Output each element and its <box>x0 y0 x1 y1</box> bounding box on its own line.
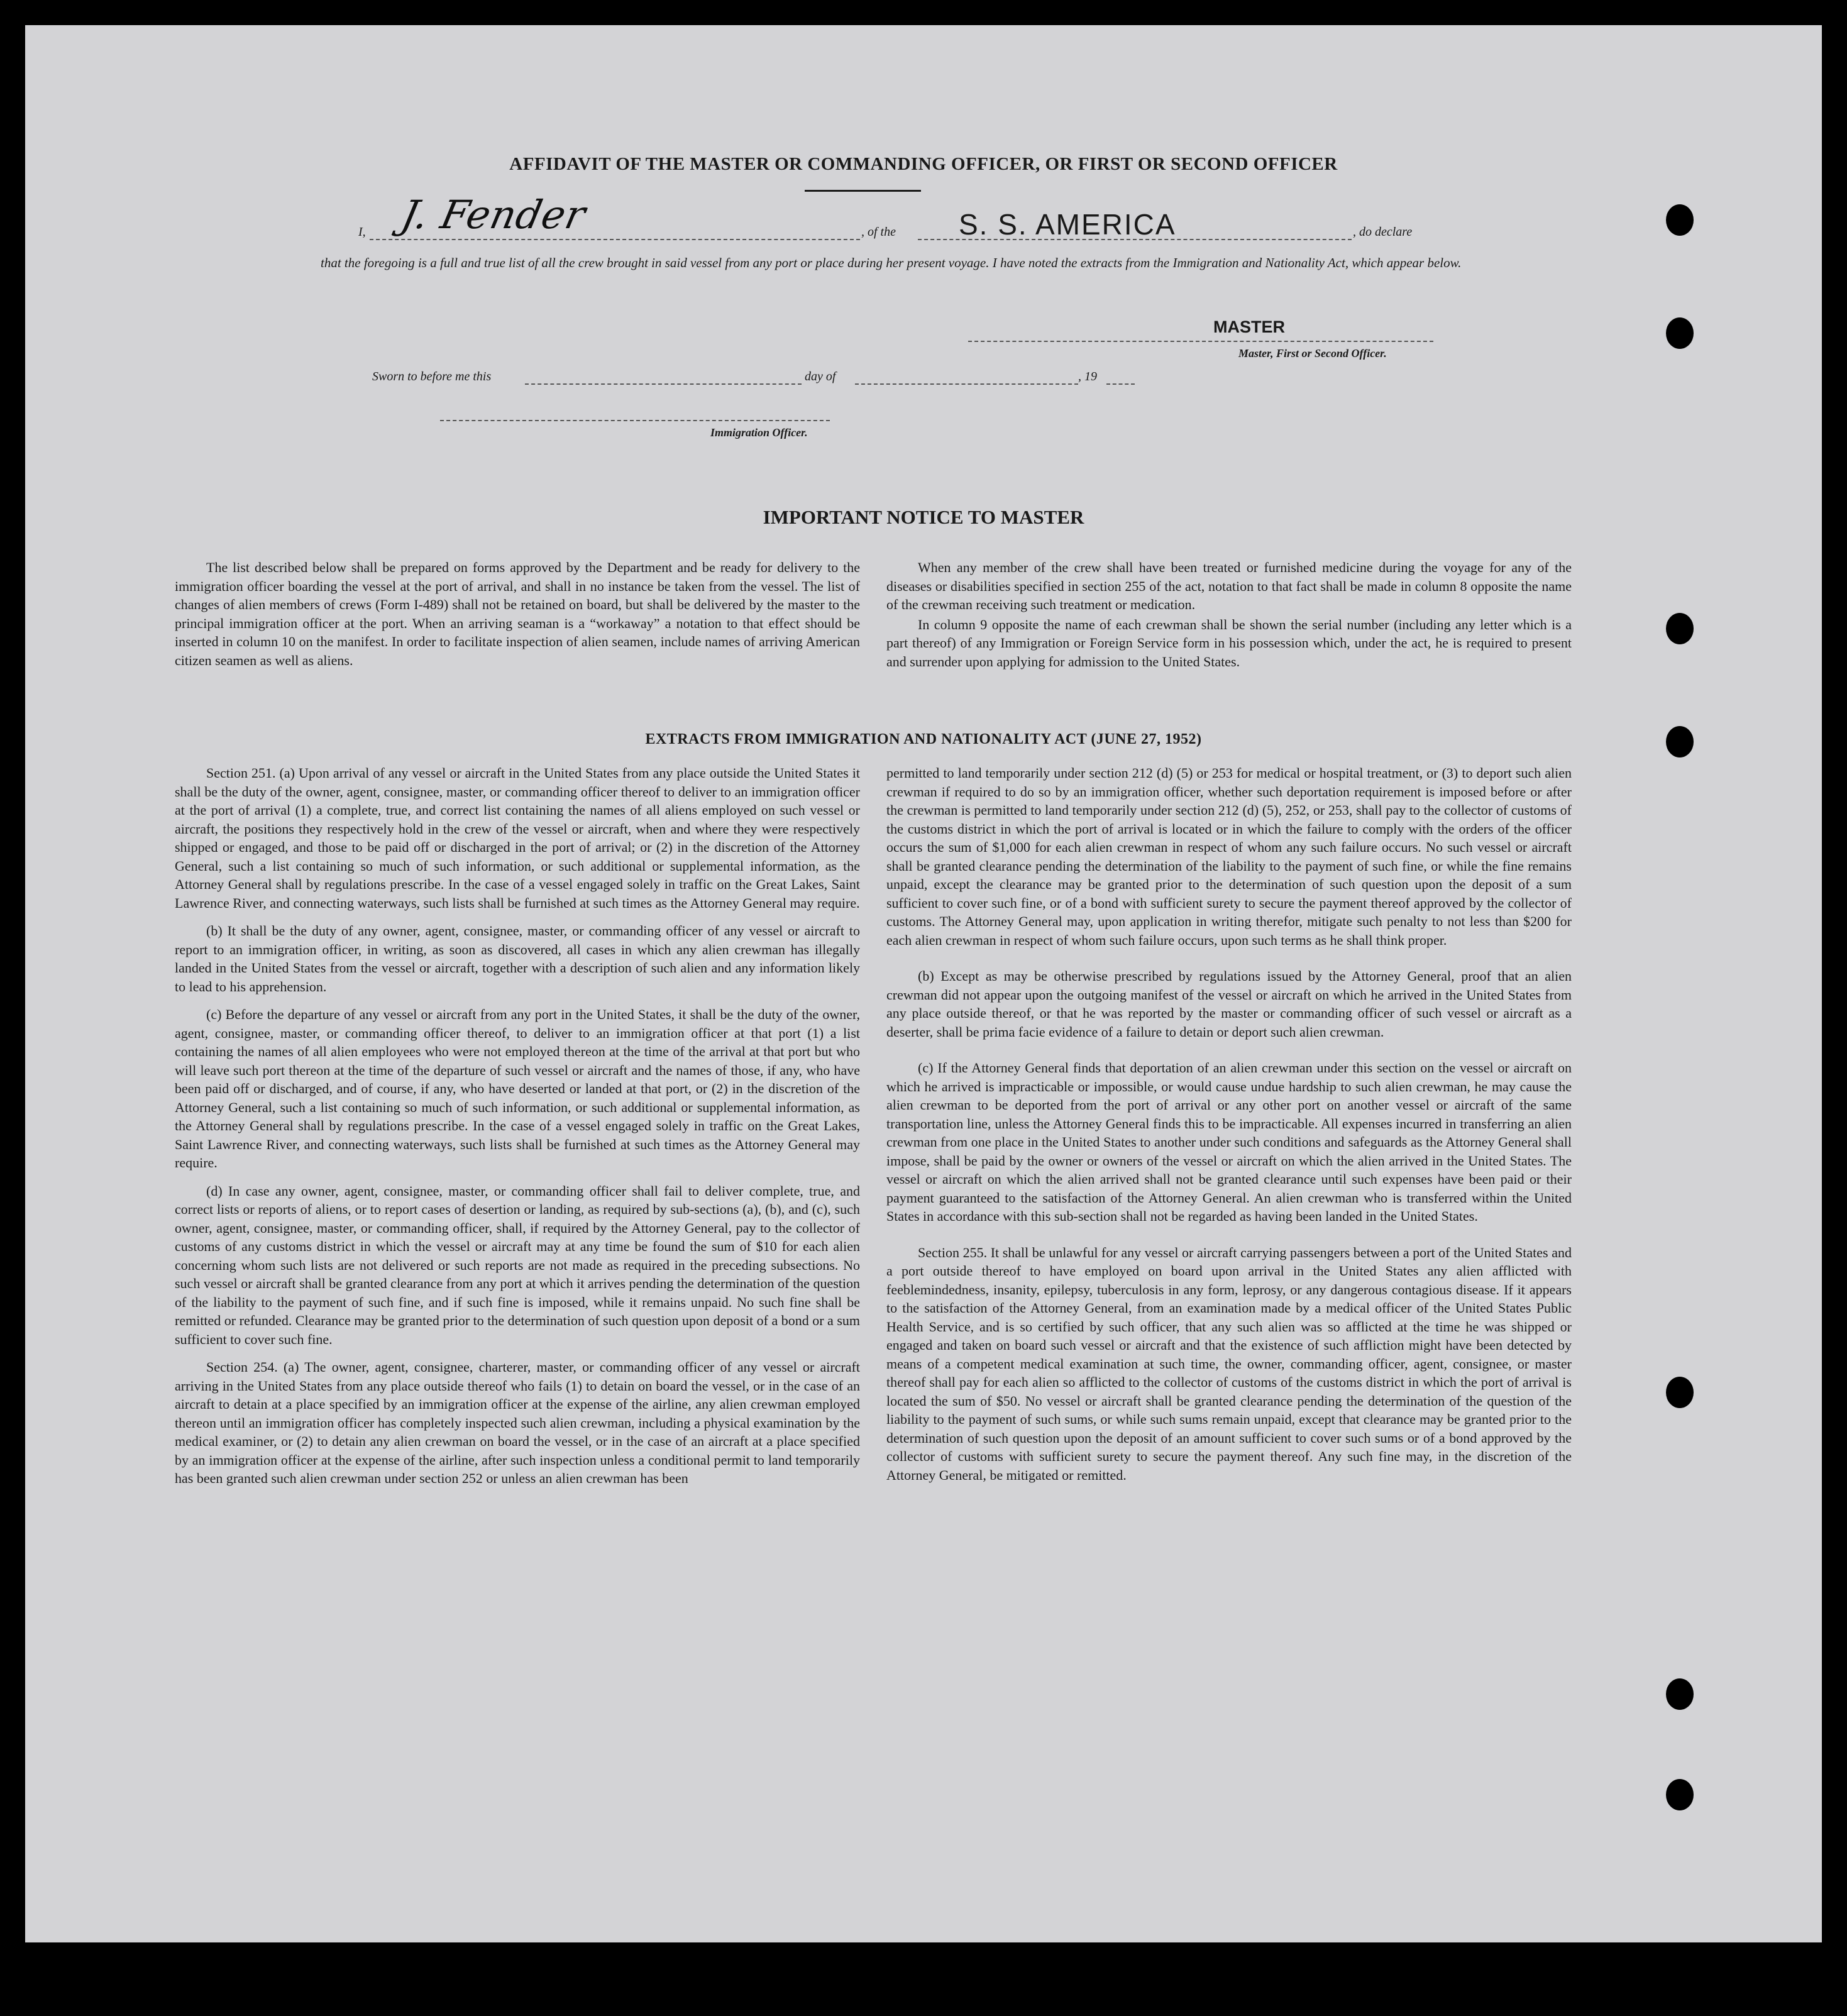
signer-title: MASTER <box>1213 317 1285 336</box>
sworn-month-line <box>855 383 1078 385</box>
signer-line <box>968 341 1433 342</box>
extract-section-254b: (b) Except as may be otherwise prescribed by regulations issued by the Attorney General, proof that an alien crewman did not appear upon the outgoing manifest of the vessel or aircraft on which he arrived in the United States from any place outside thereof, or that he was reported by the master or commanding officer of such vessel or aircraft as a deserter, shall be prima facie evidence of a failure to detain or deport such alien crewman. <box>886 968 1572 1040</box>
year-prefix: , 19 <box>1078 370 1097 383</box>
notice-left-column <box>175 558 860 679</box>
officer-line <box>440 420 830 421</box>
extracts-title: EXTRACTS FROM IMMIGRATION AND NATIONALITY ACT (JUNE 27, 1952) <box>645 731 1202 747</box>
affidavit-title: AFFIDAVIT OF THE MASTER OR COMMANDING OFFICER, OR FIRST OR SECOND OFFICER <box>509 154 1338 174</box>
extracts-left-column <box>175 764 860 1497</box>
sworn-year-line <box>1106 383 1135 385</box>
declarant-line <box>370 239 860 240</box>
officer-caption: Immigration Officer. <box>710 426 808 439</box>
binder-hole-6 <box>1666 1678 1694 1710</box>
declaration-text: that the foregoing is a full and true list of all the crew brought in said vessel from any port or place during her present voyage. I have noted the extracts from the Immigration and Nationality Act, which appear below. <box>321 255 1462 270</box>
notice-left-paragraph: The list described below shall be prepared on forms approved by the Department and be ready for delivery to the immigration officer boarding the vessel at the port of arrival, and shall in no instance be taken from the vessel. The list of changes of alien members of crews (Form I-489) shall not be retained on board, but shall be delivered by the master to the principal immigration officer at the port. When an arriving seaman is a “workaway” a notation to that effect should be inserted in column 10 on the manifest. In order to facilitate inspection of alien seamen, include names of arriving American citizen seamen as well as aliens. <box>175 559 860 668</box>
notice-right-column <box>886 558 1572 680</box>
sworn-prefix: Sworn to before me this <box>372 370 492 383</box>
declarant-prefix: I, <box>358 225 366 239</box>
day-of-label: day of <box>805 370 836 383</box>
extract-section-251d: (d) In case any owner, agent, consignee, master, or commanding officer shall fail to deliver complete, true, and correct lists or reports of aliens, or to report cases of desertion or landing, as required by sub-sections (a), (b), and (c), such owner, agent, consignee, master, or commanding officer, shall, if required by the Attorney General, pay to the collector of customs of any customs district in which the vessel or aircraft may at any time be found the sum of $10 for each alien concerning whom such lists are not delivered or such reports are not made as required in the preceding subsections. No such vessel or aircraft shall be granted clearance from any port at which it arrives pending the determination of the question of the liability to the payment of such fine, and if such fine is imposed, while it remains unpaid. No such fine shall be remitted or refunded. Clearance may be granted prior to the determination of such question upon deposit of a bond or a sum sufficient to cover such fine. <box>175 1182 860 1347</box>
extract-section-254c: (c) If the Attorney General finds that deportation of an alien crewman under this section on the vessel or aircraft on which he arrived is impracticable or impossible, or would cause undue hardship to such alien crewman, he may cause the alien crewman to be deported from the port of arrival or any other port on another vessel or aircraft of the same transportation line, unless the Attorney General finds this to be impracticable. All expenses incurred in transferring an alien crewman from one place in the United States to another under such conditions and safeguards as the Attorney General shall impose, shall be paid by the owner or owners of the vessel or aircraft on which the alien arrived in the United States. The vessel or aircraft on which the alien arrived shall not be granted clearance until such expenses have been paid or their payment guaranteed to the satisfaction of the Attorney General. An alien crewman who is transferred within the United States in accordance with this sub-section shall not be regarded as having been landed in the United States. <box>886 1060 1572 1224</box>
extract-section-251b: (b) It shall be the duty of any owner, agent, consignee, master, or commanding officer of any vessel or aircraft to report to an immigration officer, in writing, as soon as discovered, all cases in which any alien crewman has illegally landed in the United States from the vessel or aircraft, together with a description of such alien and any information likely to lead to his apprehension. <box>175 923 860 994</box>
binder-hole-3 <box>1666 613 1694 644</box>
document-sheet <box>25 25 1822 1942</box>
extract-section-254a-continued: permitted to land temporarily under section 212 (d) (5) or 253 for medical or hospital treatment, or (3) to deport such alien crewman if required to do so by an immigration officer, whether such deportation requirement is imposed before or after the crewman is permitted to land temporarily under section 212 (d) (5), 252, or 253, shall pay to the collector of customs of the customs district in which the port of arrival is located or in which the failure to comply with the orders of the officer occurs the sum of $1,000 for each alien crewman in respect of whom any such failure occurs. No such vessel or aircraft shall be granted clearance pending the determination of the liability to the payment of such fine, or while the fine remains unpaid, except the clearance may be granted prior to the determination of such question upon the deposit of a sum sufficient to cover such fine, or of a bond with sufficient surety to secure the payment thereof approved by the collector of customs. The Attorney General may, upon application in writing therefor, mitigate such penalty to not less than $200 for each alien crewman in respect of whom such failure occurs, upon such terms as he shall think proper. <box>886 765 1572 948</box>
binder-hole-5 <box>1666 1377 1694 1408</box>
binder-hole-2 <box>1666 317 1694 349</box>
do-declare-label: , do declare <box>1353 225 1413 239</box>
extract-section-251c: (c) Before the departure of any vessel or aircraft from any port in the United States, it shall be the duty of the owner, agent, consignee, master, or commanding officer thereof, to deliver to an immigration officer at that port (1) a list containing the names of all alien employees who were not employed thereon at the time of the arrival at that port but who will leave such port thereon at the time of the departure of such vessel or aircraft and the names of those, if any, who have been paid off or discharged, and of course, if any, who have deserted or landed at that port, or (2) in the discretion of the Attorney General, such a list containing so much of such information, or such additional or supplemental information, as the Attorney General shall by regulations prescribe. In the case of a vessel engaged solely in traffic on the Great Lakes, Saint Lawrence River, and connecting waterways, such lists shall be furnished at such times as the Attorney General may require. <box>175 1006 860 1170</box>
binder-hole-1 <box>1666 204 1694 236</box>
master-signature: J. Fender <box>397 192 590 238</box>
extracts-right-column <box>886 764 1572 1494</box>
notice-right-paragraph-1: When any member of the crew shall have been treated or furnished medicine during the voyage for any of the diseases or disabilities specified in section 255 of the act, notation to that fact shall be made in column 8 opposite the name of the crewman receiving such treatment or medication. <box>886 559 1572 612</box>
title-rule <box>805 190 921 192</box>
extract-section-255: Section 255. It shall be unlawful for any vessel or aircraft carrying passengers between a port of the United States and a port outside thereof to have employed on board upon arrival in the United States any alien afflicted with feeblemindedness, insanity, epilepsy, tuberculosis in any form, leprosy, or any dangerous contagious disease. If it appears to the satisfaction of the Attorney General, from an examination made by a medical officer of the United States Public Health Service, and is so certified by such officer, that any such alien was so afflicted at the time he was shipped or engaged and taken on board such vessel or aircraft and that the existence of such affliction might have been detected by means of a competent medical examination at such time, the owner, commanding officer, agent, consignee, or master thereof shall pay for each alien so afflicted to the collector of customs of the customs district in which the port of arrival is located the sum of $50. No vessel or aircraft shall be granted clearance pending the determination of the question of the liability to the payment of such sums, or while such sums remain unpaid, except that clearance may be granted prior to the determination of such question upon the deposit of an amount sufficient to cover such sums or of a bond approved by the collector of customs with sufficient surety to secure the payment thereof. Any such fine may, in the discretion of the Attorney General, be mitigated or remitted. <box>886 1244 1572 1483</box>
extract-section-251a: Section 251. (a) Upon arrival of any vessel or aircraft in the United States from any place outside the United States it shall be the duty of the owner, agent, consignee, master, or commanding officer thereof to deliver to an immigration officer at the port of arrival (1) a complete, true, and correct list containing the names of all aliens employed on such vessel or aircraft, the positions they respectively hold in the crew of the vessel or aircraft, when and where they were respectively shipped or engaged, and those to be paid off or discharged in the port of arrival; or (2) in the discretion of the Attorney General, such a list containing so much of such information, or such additional or supplemental information, as the Attorney General shall by regulations prescribe. In the case of a vessel engaged solely in traffic on the Great Lakes, Saint Lawrence River, and connecting waterways, such lists shall be furnished at such times as the Attorney General may require. <box>175 765 860 911</box>
extract-section-254a: Section 254. (a) The owner, agent, consignee, charterer, master, or commanding officer of any vessel or aircraft arriving in the United States from any place outside thereof who fails (1) to detain on board the vessel, or in the case of an aircraft to detain at a place specified by an immigration officer at the expense of the airline, any alien crewman employed thereon until an immigration officer has completely inspected such alien crewman, including a physical examination by the medical examiner, or (2) to detain any alien crewman on board the vessel, or in the case of an aircraft at a place specified by an immigration officer at the expense of the airline, after such inspection unless a conditional permit to land temporarily has been granted such alien crewman under section 252 or unless an alien crewman has been <box>175 1359 860 1486</box>
notice-title: IMPORTANT NOTICE TO MASTER <box>763 506 1084 528</box>
binder-hole-7 <box>1666 1779 1694 1810</box>
of-the-label: , of the <box>861 225 896 239</box>
ship-name: S. S. AMERICA <box>959 208 1176 241</box>
notice-right-paragraph-2: In column 9 opposite the name of each crewman shall be shown the serial number (including any letter which is a part thereof) of any Immigration or Foreign Service form in his possession which, under the act, he is required to present and surrender upon applying for admission to the United States. <box>886 616 1572 669</box>
signer-caption: Master, First or Second Officer. <box>1238 347 1387 360</box>
sworn-day-line <box>525 383 802 385</box>
